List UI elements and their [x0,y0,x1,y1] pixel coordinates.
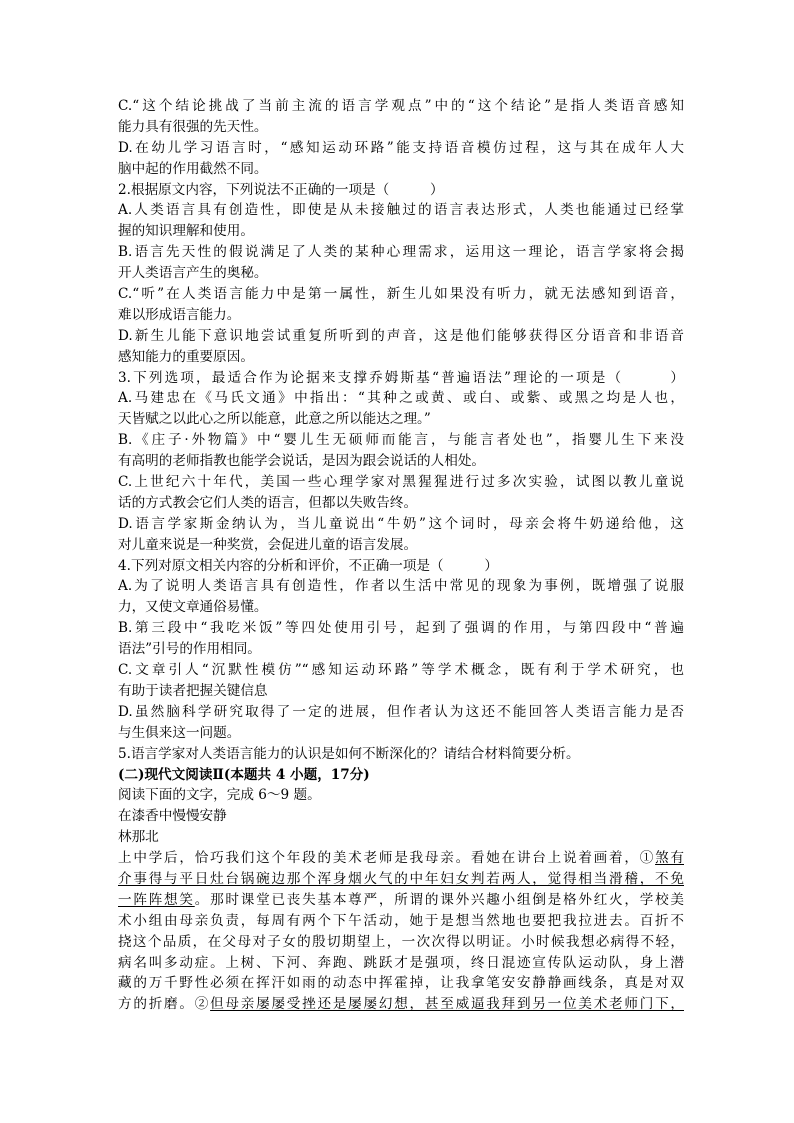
line-text: 天皆赋之以此心之所以能意，此意之所以能达之理。” [118,411,431,428]
line-text: 能力具有很强的先天性。 [118,118,268,135]
line-text: 林那北 [118,829,159,846]
line-text: 3.下列选项，最适合作为论据来支撑乔姆斯基“普遍语法”理论的一项是（ ） [118,369,684,386]
text-line [118,744,684,765]
text-line [118,932,684,953]
text-line [118,806,684,827]
line-text: 与生俱来这一问题。 [118,724,241,741]
line-text: 难以形成语言能力。 [118,306,241,323]
text-line [118,827,684,848]
line-text: 力，又使文章通俗易懂。 [118,599,268,616]
line-text: D.新生儿能下意识地尝试重复所听到的声音，这是他们能够获得区分语音和非语音 [118,327,684,344]
line-text: 阅读下面的文字，完成 6～9 题。 [118,787,321,804]
text-line [118,368,684,389]
text-line [118,597,684,618]
text-line [118,221,684,242]
text-line [118,430,684,451]
line-text: D.在幼儿学习语言时，“感知运动环路”能支持语音模仿过程，这与其在成年人大 [118,139,684,156]
line-text: C.“听”在人类语言能力中是第一属性，新生儿如果没有听力，就无法感知到语音， [118,286,684,303]
line-text: 上中学后，恰巧我们这个年段的美术老师是我母亲。看她在讲台上说着画着，① [118,850,656,867]
text-line [118,409,684,430]
underlined-text: 介事得与平日灶台锅碗边那个浑身烟火气的中年妇女判若两人，觉得相当滑稽，不免 [118,870,684,887]
line-text: A.马建忠在《马氏文通》中指出：“其种之或黄、或白、或紫、或黑之均是人也， [118,390,684,407]
line-text: 话的方式教会它们人类的语言，但都以失败告终。 [118,494,418,511]
text-line [118,681,684,702]
line-text: A.人类语言具有创造性，即使是从未接触过的语言表达形式，人类也能通过已经掌 [118,202,684,219]
line-text: A.为了说明人类语言具有创造性，作者以生活中常见的现象为事例，既增强了说服 [118,578,684,595]
line-text: 。那时课堂已丧失基本尊严，所谓的课外兴趣小组倒是格外红火，学校美 [194,891,684,908]
line-text: 对儿童来说是一种奖赏，会促进儿童的语言发展。 [118,536,418,553]
text-line [118,660,684,681]
line-text: D.语言学家斯金纳认为，当儿童说出“牛奶”这个词时，母亲会将牛奶递给他，这 [118,515,684,532]
line-text: 握的知识理解和使用。 [118,223,254,240]
text-line [118,535,684,556]
text-line [118,159,684,180]
line-text: B.第三段中“我吃米饭”等四处使用引号，起到了强调的作用，与第四段中“普遍 [118,620,684,637]
text-line [118,848,684,869]
line-text: 开人类语言产生的奥秘。 [118,265,268,282]
underlined-text: 煞有 [655,850,684,867]
text-line [118,911,684,932]
line-text: 脑中起的作用截然不同。 [118,160,268,177]
text-line [118,451,684,472]
text-line [118,994,684,1015]
line-text: 病名叫多动症。上树、下河、奔跑、跳跃才是强项，终日混迹宣传队运动队，身上潜 [118,954,684,971]
line-text: (二)现代文阅读Ⅱ(本题共 4 小题，17分) [118,766,370,783]
line-text: B.《庄子·外物篇》中“婴儿生无硕师而能言，与能言者处也”，指婴儿生下来没 [118,432,684,449]
text-line [118,284,684,305]
line-text: 2.根据原文内容，下列说法不正确的一项是（ ） [118,181,444,198]
line-text: D.虽然脑科学研究取得了一定的进展，但作者认为这还不能回答人类语言能力是否 [118,703,684,720]
line-text: 术小组由母亲负责，每周有两个下午活动，她于是想当然地也要把我拉进去。百折不 [118,912,684,929]
text-line [118,890,684,911]
line-text: 有助于读者把握关键信息 [118,682,268,699]
text-line [118,869,684,890]
line-text: C.上世纪六十年代，美国一些心理学家对黑猩猩进行过多次实验，试图以教儿童说 [118,474,684,491]
line-text: 5.语言学家对人类语言能力的认识是如何不断深化的？请结合材料简要分析。 [118,745,580,762]
line-text: 藏的万千野性必须在挥汗如雨的动态中挥霍掉，让我拿笔安安静静画线条，真是对双 [118,975,684,992]
line-text: C.文章引人“沉默性模仿”“感知运动环路”等学术概念，既有利于学术研究，也 [118,662,684,679]
line-text: 挠这个品质，在父母对子女的殷切期望上，一次次得以明证。小时候我想必病得不轻， [118,933,684,950]
line-text: 方的折磨。② [118,996,211,1013]
text-line [118,785,684,806]
text-line [118,138,684,159]
text-line [118,514,684,535]
text-line [118,200,684,221]
text-line [118,180,684,201]
text-line [118,639,684,660]
text-line [118,973,684,994]
text-line [118,326,684,347]
text-line [118,388,684,409]
text-line [118,242,684,263]
text-line [118,953,684,974]
text-line [118,765,684,786]
text-line [118,493,684,514]
text-line [118,618,684,639]
line-text: 语法”引号的作用相同。 [118,641,261,658]
line-text: C.“这个结论挑战了当前主流的语言学观点”中的“这个结论”是指人类语音感知 [118,98,684,114]
underlined-text: 但母亲屡屡受挫还是屡屡幻想，甚至威逼我拜到另一位美术老师门下， [210,996,684,1013]
line-text: 4.下列对原文相关内容的分析和评价，不正确一项是（ ） [118,557,498,574]
text-line [118,472,684,493]
text-line [118,576,684,597]
line-text: 感知能力的重要原因。 [118,348,254,365]
text-line [118,723,684,744]
document-page [118,96,684,1015]
text-line [118,263,684,284]
text-line [118,305,684,326]
text-line [118,556,684,577]
line-text: 在漆香中慢慢安静 [118,808,227,825]
line-text: B.语言先天性的假说满足了人类的某种心理需求，运用这一理论，语言学家将会揭 [118,244,684,261]
text-line [118,96,684,117]
line-text: 有高明的老师指教也能学会说话，是因为跟会说话的人相处。 [118,453,486,470]
underlined-text: 一阵阵想笑 [118,891,195,908]
text-line [118,702,684,723]
text-line [118,347,684,368]
text-line [118,117,684,138]
